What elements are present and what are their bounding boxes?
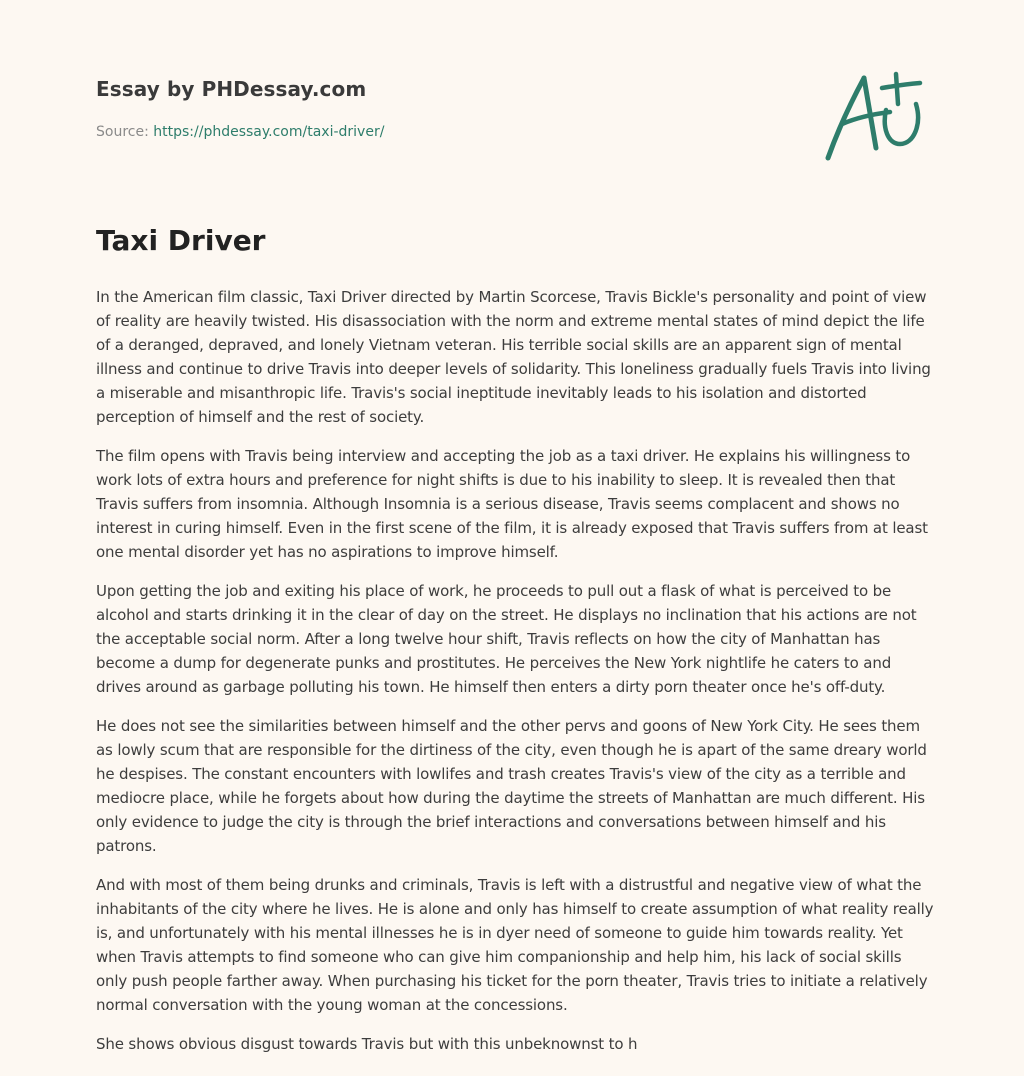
- essay-title: Taxi Driver: [96, 224, 266, 257]
- essay-paragraph: In the American film classic, Taxi Driver directed by Martin Scorcese, Travis Bickle's personality and point of view of reality are heavily twisted. His disassociation with the norm and extreme mental states of mind depict the life of a deranged, depraved, and lonely Vietnam veteran. His terrible social skills are an apparent sign of mental illness and continue to drive Travis into deeper levels of solidarity. This loneliness gradually fuels Travis into living a miserable and misanthropic life. Travis's social ineptitude inevitably leads to his isolation and distorted perception of himself and the rest of society.: [96, 288, 931, 426]
- essay-paragraph: She shows obvious disgust towards Travis but with this unbeknownst to h: [96, 1035, 638, 1053]
- essay-paragraph: Upon getting the job and exiting his place of work, he proceeds to pull out a flask of what is perceived to be alcohol and starts drinking it in the clear of day on the street. He displays no inclination that his actions are not the acceptable social norm. After a long twelve hour shift, Travis reflects on how the city of Manhattan has become a dump for degenerate punks and prostitutes. He perceives the New York nightlife he caters to and drives around as garbage polluting his town. He himself then enters a dirty porn theater once he's off-duty.: [96, 582, 917, 696]
- essay-paragraph: The film opens with Travis being interview and accepting the job as a taxi driver. He explains his willingness to work lots of extra hours and preference for night shifts is due to his inability to sleep. It is revealed then that Travis suffers from insomnia. Although Insomnia is a serious disease, Travis seems complacent and shows no interest in curing himself. Even in the first scene of the film, it is already exposed that Travis suffers from at least one mental disorder yet has no aspirations to improve himself.: [96, 447, 928, 561]
- source-link[interactable]: https://phdessay.com/taxi-driver/: [153, 124, 385, 140]
- site-brand: Essay by PHDessay.com: [96, 77, 367, 101]
- source-line: [96, 124, 384, 140]
- essay-paragraph: And with most of them being drunks and criminals, Travis is left with a distrustful and negative view of what the inhabitants of the city where he lives. He is alone and only has himself to create assumption of what reality really is, and unfortunately with his mental illnesses he is in dyer need of someone to guide him towards reality. Yet when Travis attempts to find someone who can give him companionship and help him, his lack of social skills only push people farther away. When purchasing his ticket for the porn theater, Travis tries to initiate a relatively normal conversation with the young woman at the concessions.: [96, 876, 934, 1014]
- page-header: [96, 0, 928, 190]
- source-label: Source:: [96, 124, 154, 140]
- a-plus-logo-icon: [824, 68, 928, 164]
- essay-paragraph: He does not see the similarities between himself and the other pervs and goons of New York City. He sees them as lowly scum that are responsible for the dirtiness of the city, even though he is apart of the same dreary world he despises. The constant encounters with lowlifes and trash creates Travis's view of the city as a terrible and mediocre place, while he forgets about how during the daytime the streets of Manhattan are much different. His only evidence to judge the city is through the brief interactions and conversations between himself and his patrons.: [96, 717, 927, 855]
- essay-body: [96, 285, 936, 1071]
